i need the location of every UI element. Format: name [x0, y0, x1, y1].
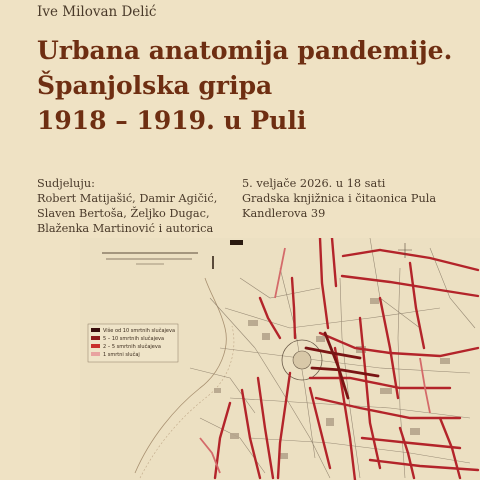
- event-address: Kandlerova 39: [242, 207, 326, 220]
- participants-block: [37, 176, 217, 236]
- author-name: Ive Milovan Delić: [37, 4, 157, 20]
- legend-swatch: [91, 328, 100, 332]
- historic-city-map: [80, 238, 480, 480]
- legend-swatch: [91, 336, 100, 340]
- legend-swatch: [91, 344, 100, 348]
- title-line-3: 1918 – 1919. u Puli: [37, 106, 307, 135]
- map-legend: [88, 324, 178, 362]
- legend-label: 5 – 10 smrtnih slučajeva: [103, 336, 165, 342]
- legend-label: 2 – 5 smrtnih slučajeva: [103, 344, 161, 350]
- event-venue: Gradska knjižnica i čitaonica Pula: [242, 192, 437, 205]
- legend-label: 1 smrtni slučaj: [103, 352, 140, 358]
- participants-heading: Sudjeluju:: [37, 177, 95, 190]
- legend-label: Više od 10 smrtnih slučajeva: [103, 328, 176, 334]
- participants-line: Slaven Bertoša, Željko Dugac,: [37, 207, 210, 220]
- title-line-1: Urbana anatomija pandemije.: [37, 36, 453, 65]
- participants-line: Robert Matijašić, Damir Agičić,: [37, 192, 218, 205]
- title-line-2: Španjolska gripa: [37, 71, 273, 100]
- event-title: [37, 33, 452, 138]
- legend-swatch: [91, 352, 100, 356]
- event-details: [242, 176, 436, 221]
- event-date-time: 5. veljače 2026. u 18 sati: [242, 177, 386, 190]
- participants-line: Blaženka Martinović i autorica: [37, 222, 214, 235]
